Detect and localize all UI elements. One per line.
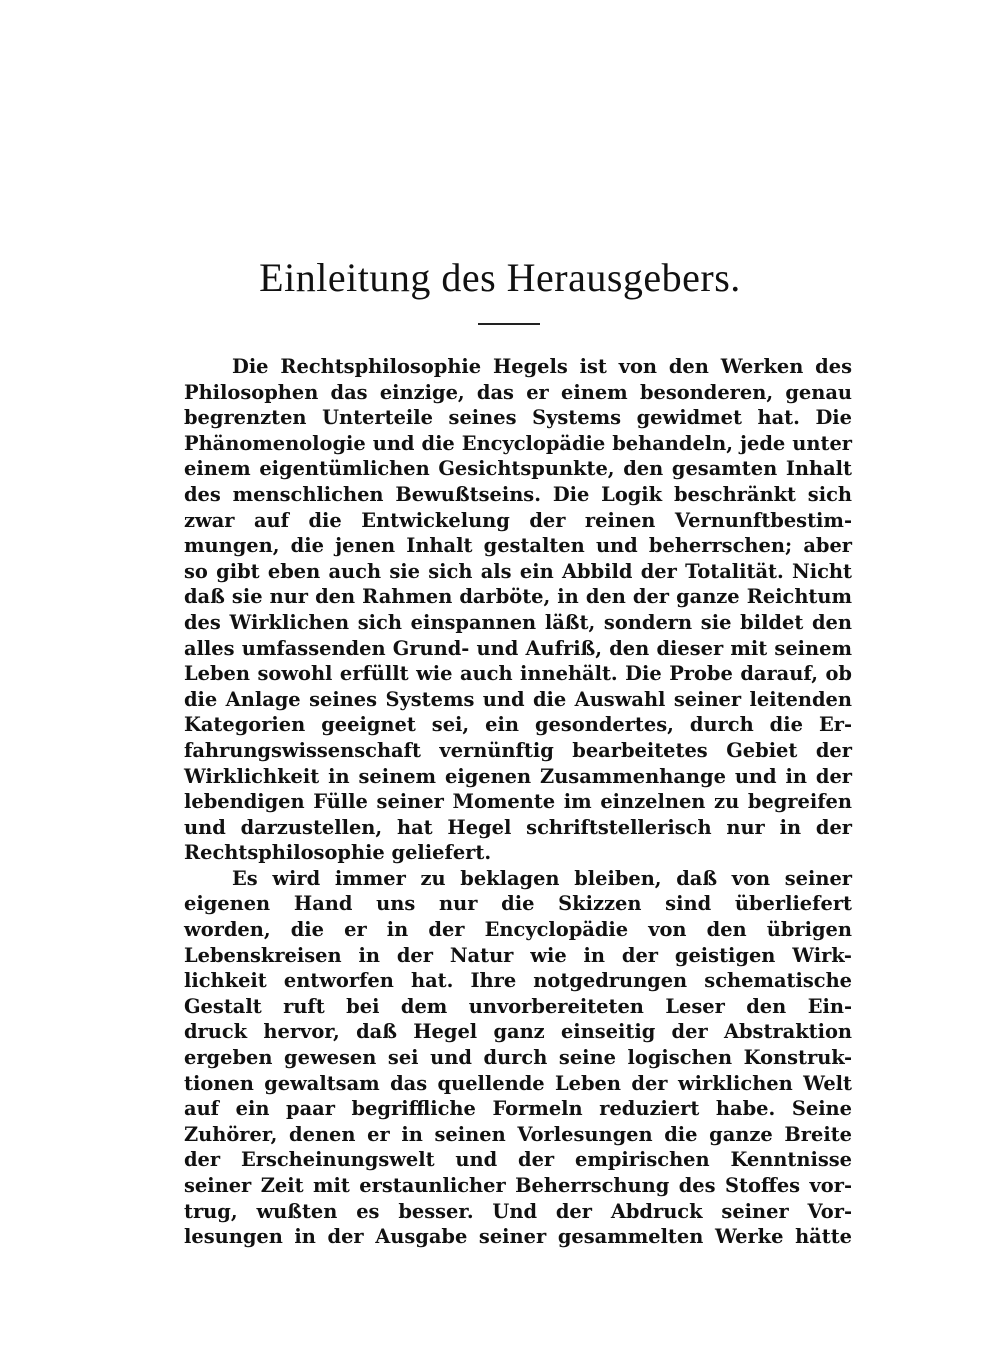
text-line: fahrungswissenschaft vernünftig bearbeitetes Gebiet der — [184, 738, 852, 762]
body-text — [184, 354, 852, 1250]
text-line: Lebenskreisen in der Natur wie in der geistigen Wirk- — [184, 943, 852, 967]
text-line: ergeben gewesen sei und durch seine logischen Konstruk- — [184, 1046, 852, 1070]
text-line: trug, wußten es besser. Und der Abdruck seiner Vor- — [184, 1199, 852, 1223]
text-line: Die Rechtsphilosophie Hegels ist von den Werken des — [232, 355, 852, 378]
text-line: lebendigen Fülle seiner Momente im einzelnen zu begreifen — [184, 790, 852, 814]
text-line: druck hervor, daß Hegel ganz einseitig der Abstraktion — [184, 1020, 852, 1044]
text-line: des Wirklichen sich einspannen läßt, sondern sie bildet den — [184, 610, 852, 634]
text-line: daß sie nur den Rahmen darböte, in den der ganze Reichtum — [184, 585, 852, 609]
text-line: Leben sowohl erfüllt wie auch innehält. Die Probe darauf, ob — [184, 662, 852, 686]
text-line: alles umfassenden Grund- und Aufriß, den dieser mit seinem — [184, 636, 852, 660]
text-line: zwar auf die Entwickelung der reinen Vernunftbestim- — [184, 508, 852, 532]
text-line: einem eigentümlichen Gesichtspunkte, den gesamten Inhalt — [184, 457, 852, 481]
text-line: Gestalt ruft bei dem unvorbereiteten Leser den Ein- — [184, 994, 852, 1018]
text-line: Zuhörer, denen er in seinen Vorlesungen die ganze Breite — [184, 1122, 852, 1146]
text-line: die Anlage seines Systems und die Auswahl seiner leitenden — [184, 687, 852, 711]
text-line: und darzustellen, hat Hegel schriftstellerisch nur in der — [184, 815, 852, 839]
title-divider — [478, 323, 540, 325]
text-line: auf ein paar begriffliche Formeln reduziert habe. Seine — [184, 1097, 852, 1121]
text-line: Kategorien geeignet sei, ein gesondertes, durch die Er- — [184, 713, 852, 737]
text-line: lichkeit entworfen hat. Ihre notgedrungen schematische — [184, 969, 852, 993]
text-line: eigenen Hand uns nur die Skizzen sind überliefert — [184, 892, 852, 916]
text-line: seiner Zeit mit erstaunlicher Beherrschung des Stoffes vor- — [184, 1174, 852, 1197]
text-line: lesungen in der Ausgabe seiner gesammelten Werke hätte — [184, 1225, 852, 1249]
text-line: Philosophen das einzige, das er einem besonderen, genau — [184, 380, 852, 404]
text-line: Rechtsphilosophie geliefert. — [184, 841, 492, 865]
text-line: Es wird immer zu beklagen bleiben, daß von seiner — [232, 866, 852, 890]
text-line: tionen gewaltsam das quellende Leben der wirklichen Welt — [184, 1071, 852, 1095]
text-line: mungen, die jenen Inhalt gestalten und beherrschen; aber — [184, 534, 852, 558]
text-line: so gibt eben auch sie sich als ein Abbild der Totalität. Nicht — [184, 559, 852, 583]
text-line: begrenzten Unterteile seines Systems gewidmet hat. Die — [184, 406, 852, 430]
text-line: Phänomenologie und die Encyclopädie behandeln, jede unter — [184, 431, 852, 455]
paragraph-1 — [184, 354, 852, 866]
paragraph-2 — [184, 866, 852, 1250]
text-line: des menschlichen Bewußtseins. Die Logik beschränkt sich — [184, 482, 852, 506]
page-title: Einleitung des Herausgebers. — [259, 255, 741, 300]
text-line: der Erscheinungswelt und der empirischen Kenntnisse — [184, 1148, 852, 1172]
text-line: Wirklichkeit in seinem eigenen Zusammenhange und in der — [184, 764, 852, 788]
text-line: worden, die er in der Encyclopädie von den übrigen — [184, 918, 852, 942]
